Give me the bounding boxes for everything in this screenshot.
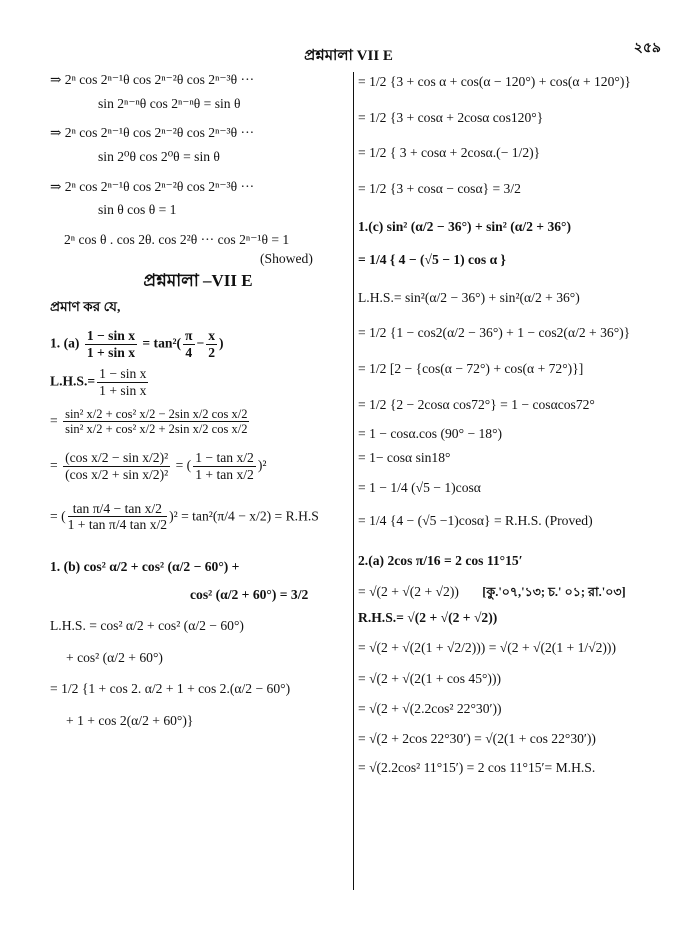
running-head: প্রশ্নমালা VII E <box>304 48 393 64</box>
denominator: (cos x/2 + sin x/2)² <box>65 467 169 483</box>
math-line: 2ⁿ cos θ . cos 2θ. cos 2²θ ··· cos 2ⁿ⁻¹θ = 1 <box>64 231 290 247</box>
step-1a-3 <box>50 501 346 533</box>
math-line: = 1/2 { 3 + cosα + 2cosα.(− 1/2)} <box>358 145 541 161</box>
math-line: = √(2 + 2cos 22°30′) = √(2(1 + cos 22°30′)) <box>358 730 596 746</box>
numerator: π <box>185 328 193 344</box>
step-1a-2 <box>50 450 346 482</box>
problem-1c: 1.(c) sin² (α/2 − 36°) + sin² (α/2 + 36°) <box>358 218 571 234</box>
math-line: ⇒ 2ⁿ cos 2ⁿ⁻¹θ cos 2ⁿ⁻²θ cos 2ⁿ⁻³θ ··· <box>50 178 255 194</box>
fraction <box>206 328 217 360</box>
math-line: = √(2 + √(2.2cos² 22°30′)) <box>358 700 502 716</box>
problem-1b-cont: cos² (α/2 + 60°) = 3/2 <box>190 586 309 602</box>
math-line: sin 2ⁿ⁻ⁿθ cos 2ⁿ⁻ⁿθ = sin θ <box>98 95 241 111</box>
fraction <box>63 450 170 482</box>
math-line: = 1/2 {1 − cos2(α/2 − 36°) + 1 − cos2(α/2 + 36°)} <box>358 325 631 341</box>
math-text: ) <box>219 335 224 351</box>
fraction <box>63 407 249 437</box>
left-column <box>50 68 346 729</box>
math-line: = 1/2 {3 + cosα + 2cosα cos120°} <box>358 109 544 125</box>
math-line: = 1− cosα sin18° <box>358 449 451 465</box>
exam-reference: [কু.'০৭,'১৩; চ.' ০১; রা.'০৩] <box>482 585 626 600</box>
math-line: = 1/2 [2 − {cos(α − 72°) + cos(α + 72°)}] <box>358 361 584 376</box>
math-line: = √(2 + √(2(1 + √2/2))) = √(2 + √(2(1 + 1/√2))) <box>358 639 616 655</box>
problem-1a: 1. (a) $\frac{\text{1 − sin x}}{\text{1 + sin x}}$ = tan²( $\frac{\pi}{4}$ − $\frac{x}{2}$ ) <box>50 328 224 360</box>
math-line: + 1 + cos 2(α/2 + 60°)} <box>66 713 194 729</box>
math-line: = 1/2 {2 − 2cosα cos72°} = 1 − cosαcos72° <box>358 396 595 412</box>
math-text: = <box>50 457 62 473</box>
column-divider <box>353 72 354 890</box>
math-text: 1. (a) <box>50 335 83 351</box>
math-text: = √(2 + √(2 + √2)) <box>358 584 459 600</box>
rhs-2a: R.H.S.= √(2 + √(2 + √2)) <box>358 610 498 625</box>
math-line: sin 2⁰θ cos 2⁰θ = sin θ <box>98 148 220 164</box>
math-line: ⇒ 2ⁿ cos 2ⁿ⁻¹θ cos 2ⁿ⁻²θ cos 2ⁿ⁻³θ ··· <box>50 72 255 87</box>
step-1a-1 <box>50 407 346 437</box>
lhs-1c: L.H.S.= sin²(α/2 − 36°) + sin²(α/2 + 36°) <box>358 289 580 305</box>
denominator: 2 <box>208 344 216 360</box>
math-text: = <box>50 412 62 428</box>
lhs-1b: L.H.S. = cos² α/2 + cos² (α/2 − 60°) <box>50 618 244 634</box>
denominator: 1 + tan π/4 tan x/2 <box>67 517 168 533</box>
math-line: = 1/2 {3 + cos α + cos(α − 120°) + cos(α + 120°)} <box>358 74 631 89</box>
math-text: = ( <box>50 507 66 523</box>
math-line: = 1/2 {1 + cos 2. α/2 + 1 + cos 2.(α/2 − 60°) <box>50 681 291 697</box>
denominator: sin² x/2 + cos² x/2 + 2sin x/2 cos x/2 <box>65 422 248 437</box>
math-line: ⇒ 2ⁿ cos 2ⁿ⁻¹θ cos 2ⁿ⁻²θ cos 2ⁿ⁻³θ ··· <box>50 125 255 141</box>
fraction <box>68 501 167 533</box>
math-line: = 1 − 1/4 (√5 − 1)cosα <box>358 479 481 495</box>
right-column <box>358 68 658 776</box>
denominator: 4 <box>185 344 193 360</box>
math-line: = 1/4 {4 − (√5 −1)cosα} = R.H.S. (Proved) <box>358 513 593 529</box>
fraction <box>85 328 137 360</box>
fraction <box>193 450 256 482</box>
exercise-heading: প্রশ্নমালা –VII E <box>143 271 253 290</box>
math-line: sin θ cos θ = 1 <box>98 202 177 218</box>
denominator: 1 + sin x <box>86 344 136 360</box>
problem-1b: 1. (b) cos² α/2 + cos² (α/2 − 60°) + <box>50 558 240 574</box>
numerator: x <box>208 328 216 344</box>
problem-2a: 2.(a) 2cos π/16 = 2 cos 11°15′ <box>358 552 523 568</box>
page-number: ২৫৯ <box>633 41 661 56</box>
numerator: 1 − sin x <box>99 366 147 382</box>
numerator: sin² x/2 + cos² x/2 − 2sin x/2 cos x/2 <box>65 406 248 421</box>
problem-1c-rhs: = 1/4 { 4 − (√5 − 1) cos α } <box>358 252 506 268</box>
math-line: = √(2 + √(2(1 + cos 45°))) <box>358 671 502 687</box>
denominator: 1 + sin x <box>99 383 147 399</box>
numerator: 1 − tan x/2 <box>195 450 254 466</box>
math-line: = 1/2 {3 + cosα − cosα} = 3/2 <box>358 180 521 196</box>
numerator: tan π/4 − tan x/2 <box>68 501 167 518</box>
math-line: + cos² (α/2 + 60°) <box>66 649 163 665</box>
lhs-1a <box>50 366 346 398</box>
math-line: = 1 − cosα.cos (90° − 18°) <box>358 426 503 442</box>
instruction-text: প্রমাণ কর যে, <box>50 298 121 314</box>
math-text: )² <box>257 457 267 473</box>
showed-note: (Showed) <box>260 251 313 267</box>
math-line: = √(2.2cos² 11°15′) = 2 cos 11°15′= M.H.S. <box>358 760 596 776</box>
denominator: 1 + tan x/2 <box>195 467 254 483</box>
numerator: 1 − sin x <box>86 328 136 344</box>
fraction <box>183 328 194 360</box>
numerator: (cos x/2 − sin x/2)² <box>65 450 169 466</box>
math-text: L.H.S.= <box>50 373 96 389</box>
fraction <box>97 366 148 398</box>
math-text: = ( <box>172 457 192 473</box>
math-text: = tan²( <box>139 335 182 351</box>
problem-2a-rhs <box>358 584 658 600</box>
math-text: )² = tan²(π/4 − x/2) = R.H.S <box>169 507 319 523</box>
